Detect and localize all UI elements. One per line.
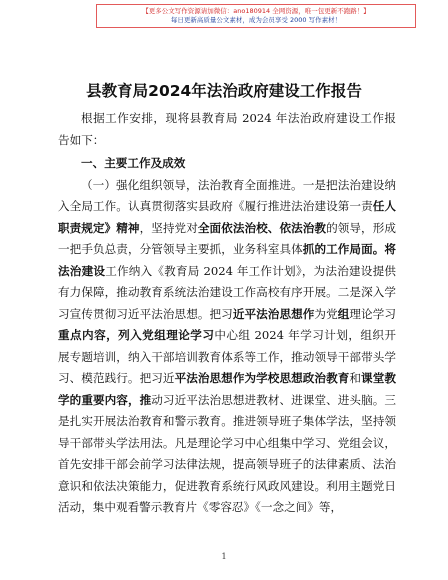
section-heading: 一、主要工作及成效 xyxy=(81,156,186,170)
text-run: 工作纳入《教育局 2024 年工作计划》，为法治建设提供有力保障，推动教育系统法治建设工作高校有序开展。二是深入学习宣传贯彻习近平法治思想。把习 xyxy=(58,263,396,321)
document-body xyxy=(58,108,396,519)
text-run: 中心组 2024 年学习计划，组织开展专题培训，纳入干部培训教育体系等工作，推动领导干部带头学习、模范践行。把习近 xyxy=(58,328,396,385)
page-number: 1 xyxy=(221,552,227,561)
promo-banner xyxy=(96,4,416,28)
bold-run: 全面依法治校、依法治教 xyxy=(197,220,327,235)
body-paragraph xyxy=(58,175,396,519)
bold-run: 抓的工作局面。将法治建设 xyxy=(58,242,396,278)
text-run: 理论学习 xyxy=(349,306,396,321)
intro-paragraph: 根据工作安排，现将县教育局 2024 年法治政府建设工作报告如下： xyxy=(58,111,396,147)
text-run: ，坚持党对 xyxy=(139,220,198,235)
bold-run: 任人职责规定》精神 xyxy=(58,199,396,235)
text-run: 动习近平法治思想进教材、进课堂、进头脑。三是扎实开展法治教育和警示教育。推进领导班子集体学法，坚持领导干部带头学法用法。凡是理论学习中心组集中学习、党组会议，首先安排干部会前学习法律法规，提高领导班子的法律素质、法治意识和依法决策能力，促进教育系统行风政风建设。利用主题党日活动，集中观看警示教育片《零容忍》《一念之间》等， xyxy=(58,392,396,514)
text-run: （一）强化组织领导，法治教育全面推进。一是把法治建设纳入全局工作。认真贯彻落实县政府《履行推进法治建设第一责 xyxy=(58,177,396,213)
text-run: 和 xyxy=(349,371,362,385)
document-title: 县教育局2024年法治政府建设工作报告 xyxy=(86,82,362,100)
bold-run: 重点内容，列入党组理论学习 xyxy=(58,328,215,342)
bold-run: 组 xyxy=(337,306,350,321)
bold-run: 平法治思想作为学校思想政治教育 xyxy=(174,371,350,385)
text-run: 的领导，形成一把手负总责，分管领导主要抓，业务科室具体 xyxy=(58,220,396,256)
bold-run: 课堂教学的重要内容，推 xyxy=(58,371,396,407)
text-run: 为党 xyxy=(314,306,338,321)
promo-banner-line1: 【更多公文写作资源请加微信：ano180914 全网资源，唯一包更新不跑路！】 xyxy=(142,7,370,15)
promo-banner-line2: 每日更新高质量公文素材，成为会员享受 2000 写作素材！ xyxy=(170,16,342,24)
bold-run: 近平法治思想作 xyxy=(232,306,315,321)
